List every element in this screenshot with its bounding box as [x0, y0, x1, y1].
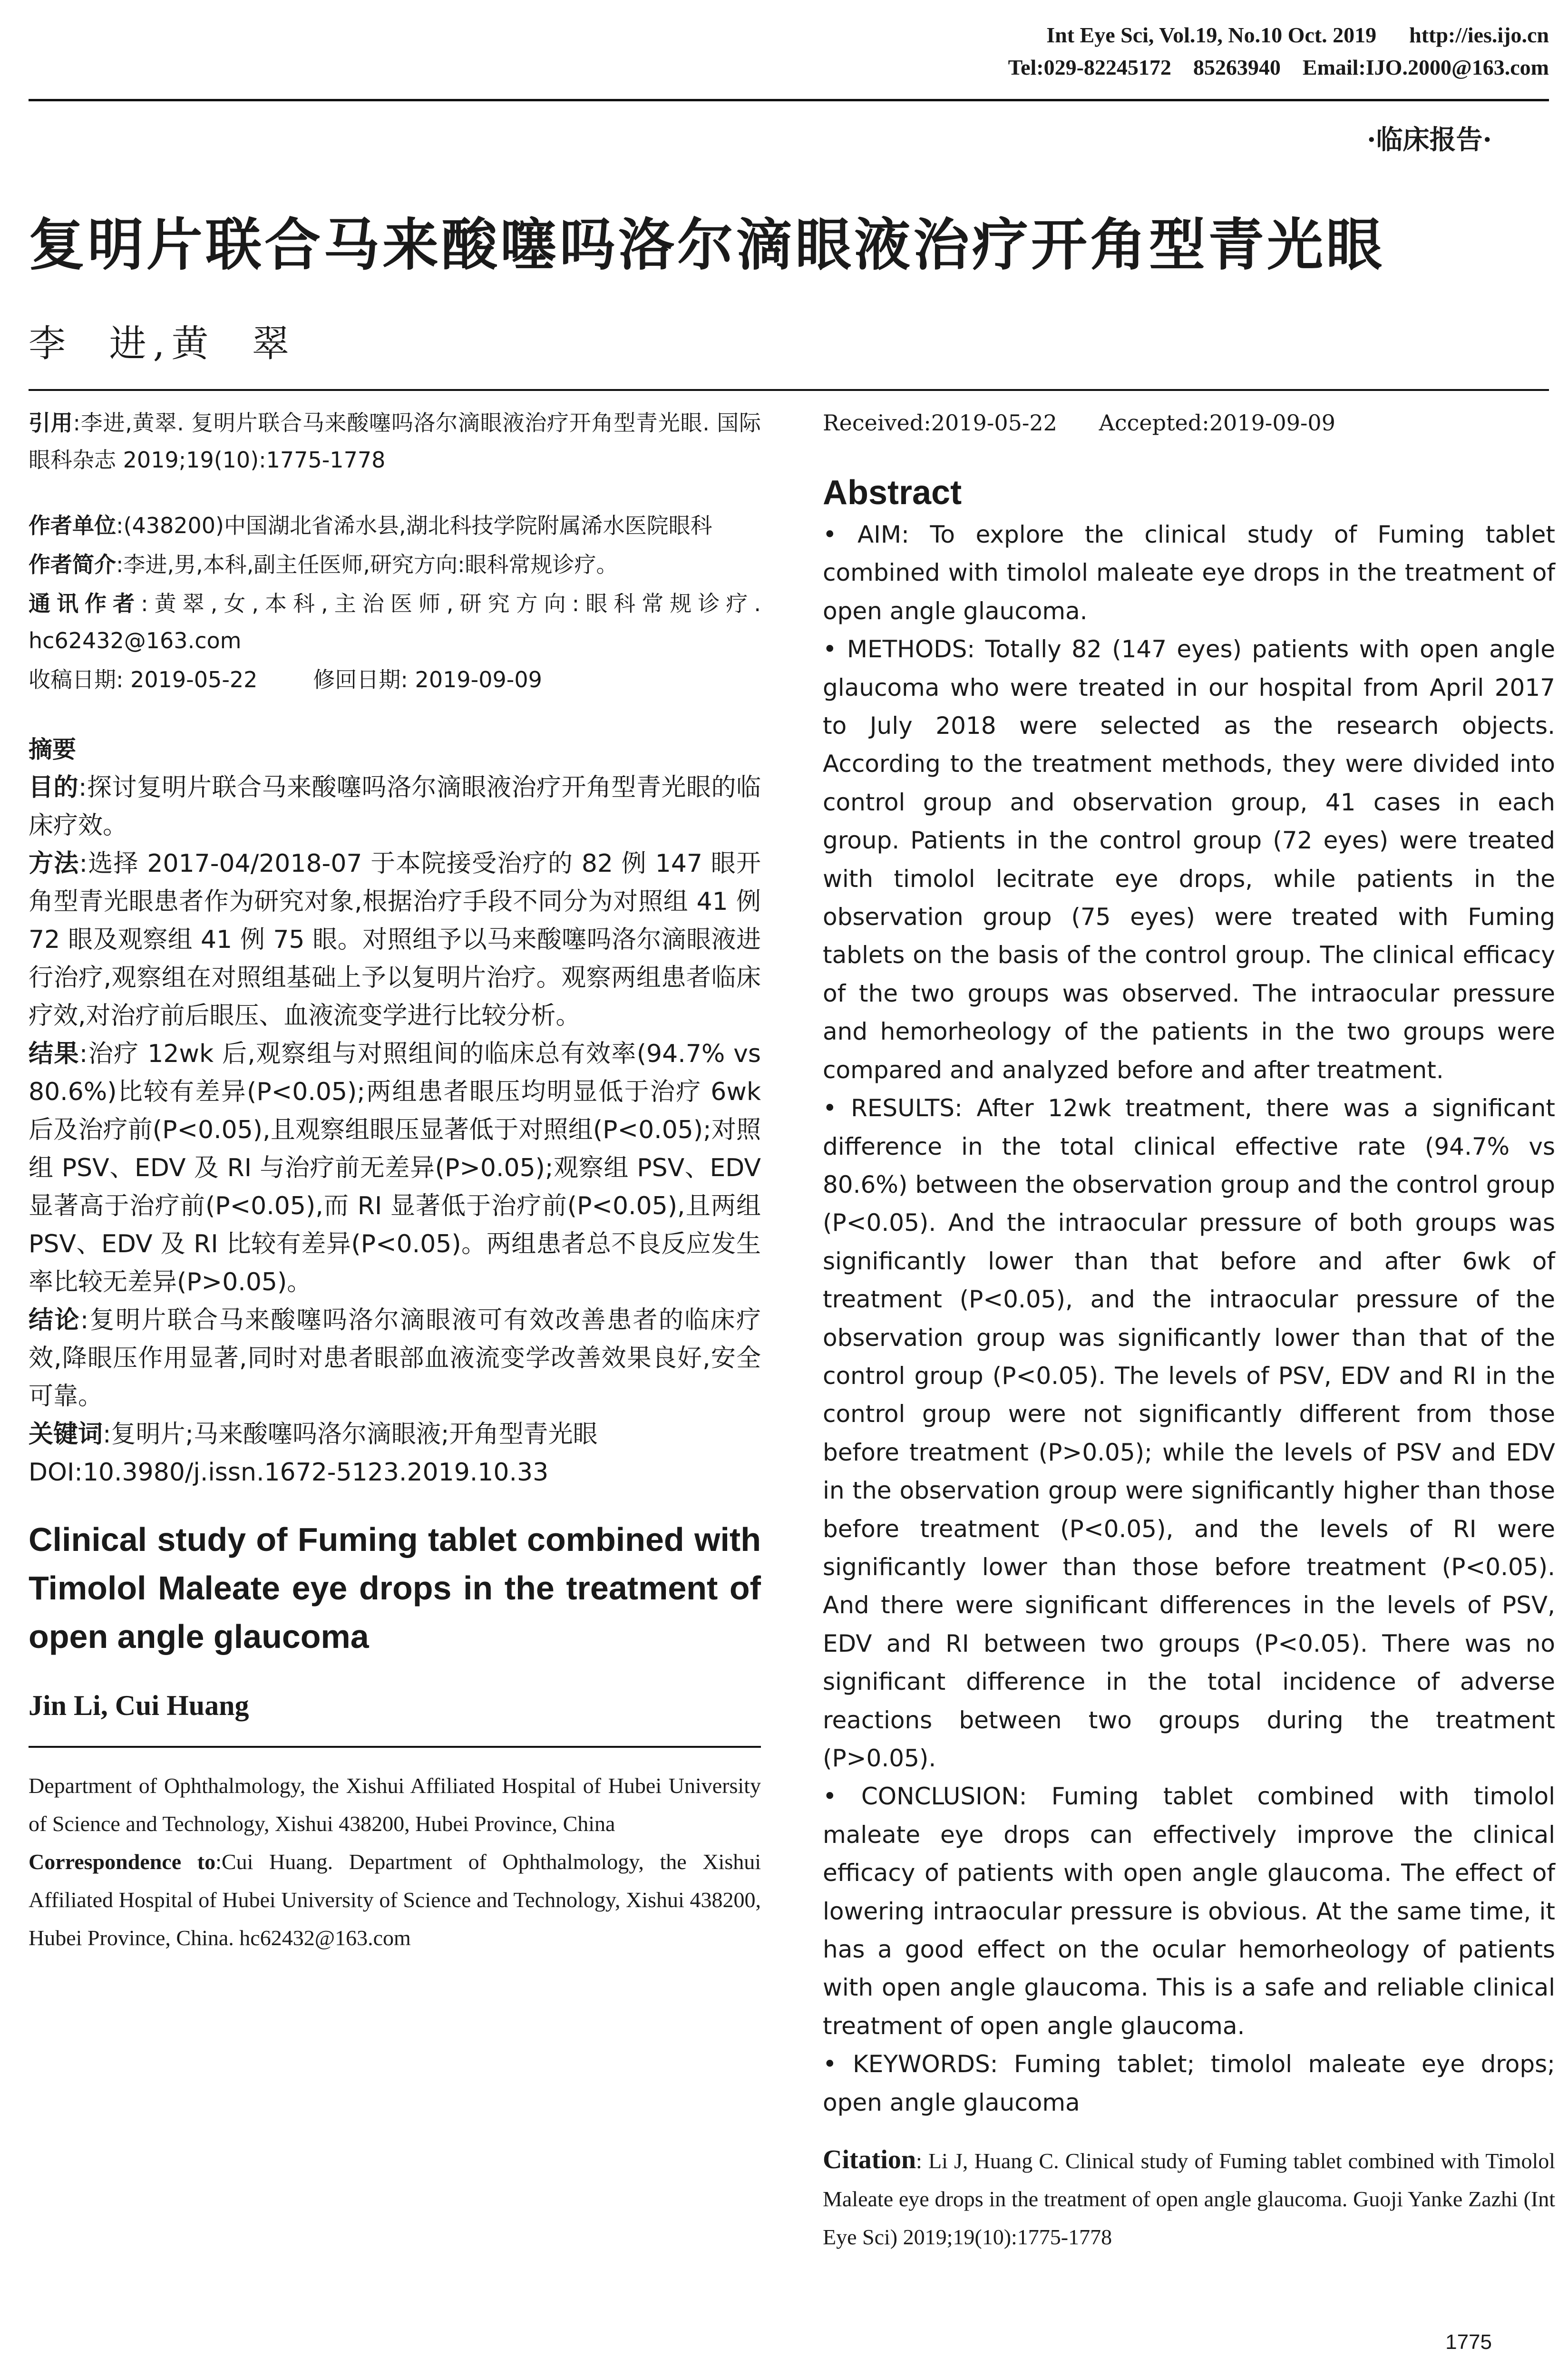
- abstract-en-methods: • METHODS: Totally 82 (147 eyes) patients with open angle glaucoma who were treated in our hospital from April 2017 to July 2018 were selected as the research objects. According to the treatment methods, they were divided into control group and observation group, 41 cases in each group. Patients in the control group (72 eyes) were treated with timolol lecitrate eye drops, while patients in the observation group (75 eyes) were treated with Fuming tablets on the basis of the control group. The clinical efficacy of the two groups was observed. The intraocular pressure and hemorheology of the patients in the two groups were compared and analyzed before and after treatment.: [823, 635, 1555, 1084]
- header-rule: [29, 99, 1549, 101]
- doi[interactable]: DOI:10.3980/j.issn.1672-5123.2019.10.33: [29, 1458, 549, 1487]
- results-cn-text: :治疗 12wk 后,观察组与对照组间的临床总有效率(94.7% vs 80.6%)比较有差异(P<0.05);两组患者眼压均明显低于治疗 6wk 后及治疗前(P<0.05),且观察组眼压显著低于对照组(P<0.05);对照组 PSV、EDV 及 RI 与治疗前无差异(P>0.05);观察组 PSV、EDV 显著高于治疗前(P<0.05),而 RI 显著低于治疗前(P<0.05),且两组 PSV、EDV 及 RI 比较有差异(P<0.05)。两组患者总不良反应发生率比较无差异(P>0.05)。: [29, 1040, 761, 1296]
- corresponding-text: :黄翠,女,本科,主治医师,研究方向:眼科常规诊疗. hc62432@163.com: [29, 591, 761, 653]
- author-unit: [29, 507, 761, 544]
- conclusion-cn-text: :复明片联合马来酸噻吗洛尔滴眼液可有效改善患者的临床疗效,降眼压作用显著,同时对患者眼部血液流变学改善效果良好,安全可靠。: [29, 1306, 761, 1411]
- conclusion-cn-label: 结论: [29, 1306, 80, 1335]
- author-bio-text: :李进,男,本科,副主任医师,研究方向:眼科常规诊疗。: [116, 552, 618, 577]
- dates-cn: 收稿日期: 2019-05-22 修回日期: 2019-09-09: [29, 667, 542, 692]
- corresponding-author-cn: [29, 585, 761, 659]
- methods-cn-text: :选择 2017-04/2018-07 于本院接受治疗的 82 例 147 眼开角型青光眼患者作为研究对象,根据治疗手段不同分为对照组 41 例 72 眼及观察组 41 例 75 眼。对照组予以马来酸噻吗洛尔滴眼液进行治疗,观察组在对照组基础上予以复明片治疗。观察两组患者临床疗效,对治疗前后眼压、血液流变学进行比较分析。: [29, 849, 761, 1030]
- correspondence-en-text: :Cui Huang. Department of Ophthalmology, the Xishui Affiliated Hospital of Hubei University of Science and Technology, Xishui 438200, Hubei Province, China. hc62432@163.com: [29, 1850, 761, 1950]
- received-accepted: Received:2019-05-22 Accepted:2019-09-09: [823, 410, 1335, 436]
- citation-cn-label: 引用: [29, 410, 73, 436]
- page-number: 1775: [1445, 2330, 1492, 2354]
- author-unit-text: :(438200)中国湖北省浠水县,湖北科技学院附属浠水医院眼科: [116, 513, 712, 538]
- citation-en-text: : Li J, Huang C. Clinical study of Fuming tablet combined with Timolol Maleate eye drops in the treatment of open angle glaucoma. Guoji Yanke Zazhi (Int Eye Sci) 2019;19(10):1775-1778: [823, 2149, 1555, 2250]
- corresponding-label: 通讯作者: [29, 591, 141, 616]
- authors-rule: [29, 1746, 761, 1748]
- correspondence-en-label: Correspondence to: [29, 1850, 216, 1874]
- header-journal-line: Int Eye Sci, Vol.19, No.10 Oct. 2019 http://ies.ijo.cn: [1046, 23, 1549, 47]
- keywords-cn-label: 关键词: [29, 1420, 103, 1449]
- abstract-en-aim: • AIM: To explore the clinical study of Fuming tablet combined with timolol maleate eye drops in the treatment of open angle glaucoma.: [823, 521, 1555, 625]
- keywords-cn: [29, 1415, 761, 1453]
- aim-cn-label: 目的: [29, 773, 78, 802]
- abstract-cn-results: [29, 1035, 761, 1301]
- authors-en: Jin Li, Cui Huang: [29, 1690, 249, 1721]
- citation-cn: [29, 404, 761, 478]
- keywords-en: • KEYWORDS: Fuming tablet; timolol maleate eye drops; open angle glaucoma: [823, 2050, 1555, 2116]
- aim-cn-text: :探讨复明片联合马来酸噻吗洛尔滴眼液治疗开角型青光眼的临床疗效。: [29, 773, 761, 840]
- journal-header: [883, 19, 1549, 84]
- results-cn-label: 结果: [29, 1040, 79, 1068]
- citation-en-label: Citation: [823, 2145, 916, 2175]
- citation-cn-text: :李进,黄翠. 复明片联合马来酸噻吗洛尔滴眼液治疗开角型青光眼. 国际眼科杂志 2019;19(10):1775-1778: [29, 410, 761, 473]
- citation-en: [823, 2141, 1555, 2256]
- article-title-en: Clinical study of Fuming tablet combined with Timolol Maleate eye drops in the treatment of open angle glaucoma: [29, 1521, 761, 1655]
- correspondence-en: [29, 1843, 761, 1957]
- abstract-en-conclusion: • CONCLUSION: Fuming tablet combined with timolol maleate eye drops can effectively improve the clinical efficacy of patients with open angle glaucoma. The effect of lowering intraocular pressure is obvious. At the same time, it has a good effect on the ocular hemorheology of patients with open angle glaucoma. This is a safe and reliable clinical treatment of open angle glaucoma.: [823, 1783, 1555, 2040]
- methods-cn-label: 方法: [29, 849, 79, 878]
- abstract-cn-conclusion: [29, 1301, 761, 1415]
- abstract-cn-methods: [29, 845, 761, 1035]
- author-bio-label: 作者简介: [29, 552, 116, 577]
- abstract-en-heading: Abstract: [823, 474, 962, 512]
- department-en: Department of Ophthalmology, the Xishui Affiliated Hospital of Hubei University of Science and Technology, Xishui 438200, Hubei Province, China: [29, 1773, 761, 1836]
- author-unit-label: 作者单位: [29, 513, 116, 538]
- article-title-cn: 复明片联合马来酸噻吗洛尔滴眼液治疗开角型青光眼: [29, 212, 1385, 278]
- header-contact-line: Tel:029-82245172 85263940 Email:IJO.2000@163.com: [1008, 55, 1549, 79]
- abstract-en-results: • RESULTS: After 12wk treatment, there was a significant difference in the total clinical effective rate (94.7% vs 80.6%) between the observation group and the control group (P<0.05). And the intraocular pressure of both groups was significantly lower than that before and after 6wk of treatment (P<0.05), and the intraocular pressure of the observation group was significantly lower than that of the control group (P<0.05). The levels of PSV, EDV and RI in the control group were not significantly different from those before treatment (P>0.05); while the levels of PSV and EDV in the observation group were significantly higher than those before treatment (P<0.05), and the levels of RI were significantly lower than those before treatment (P<0.05). And there were significant differences in the levels of PSV, EDV and RI between two groups (P<0.05). There was no significant difference in the total incidence of adverse reactions between two groups during the treatment (P>0.05).: [823, 1094, 1555, 1772]
- left-column: [29, 404, 761, 1957]
- keywords-cn-text: :复明片;马来酸噻吗洛尔滴眼液;开角型青光眼: [103, 1420, 598, 1449]
- abstract-cn-heading: 摘要: [29, 736, 76, 763]
- right-column: [823, 404, 1555, 2256]
- abstract-cn-aim: [29, 769, 761, 845]
- title-rule: [29, 389, 1549, 391]
- section-label: ·临床报告·: [1367, 124, 1492, 156]
- authors-cn: 李 进,黄 翠: [29, 322, 296, 365]
- author-bio: [29, 546, 761, 583]
